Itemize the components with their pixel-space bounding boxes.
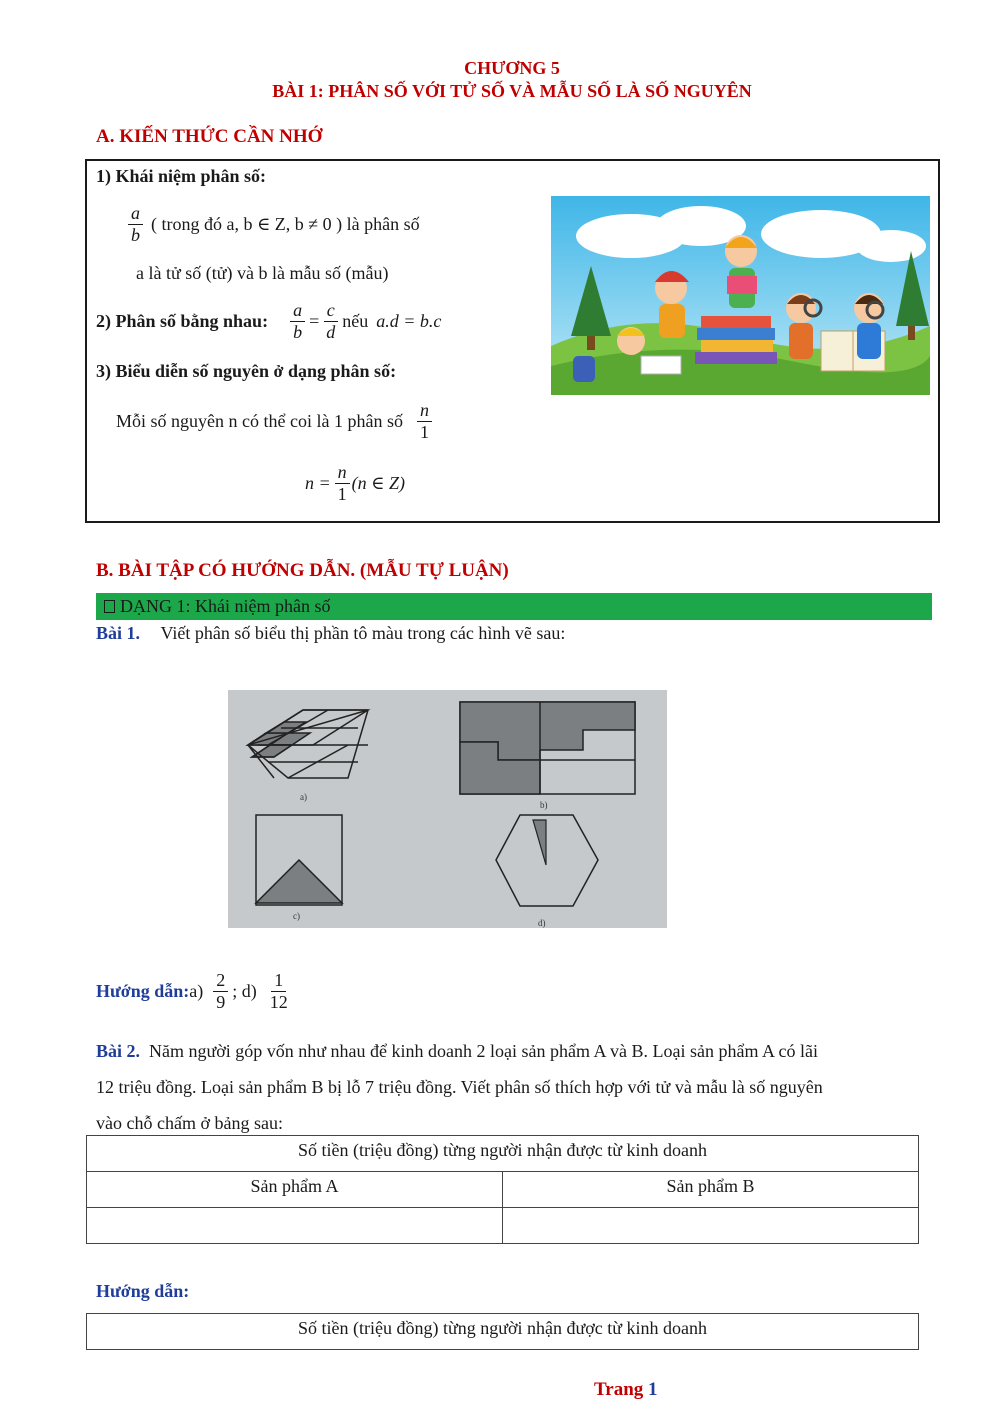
- money-table-col-a: Sản phẩm A: [87, 1172, 503, 1208]
- fraction-n-1: $\frac{n}{1}$: [417, 400, 432, 442]
- fraction-a-b-2: $\frac{a}{b}$: [290, 300, 305, 342]
- answer-table: [86, 1313, 919, 1350]
- guide-2-label: Hướng dẫn:: [96, 1281, 190, 1301]
- integer-fraction-formula: n = $\frac{n}{1}$ (n ∈ Z): [305, 462, 405, 504]
- answer-fraction-d: $\frac{1}{12}$: [269, 970, 288, 1012]
- shapes-photo: [228, 690, 667, 928]
- money-table-header: Số tiền (triệu đồng) từng người nhận được từ kinh doanh: [87, 1136, 919, 1172]
- guide-1: Hướng dẫn: a) $\frac{2}{9}$ ; d) $\frac{1}{12}$: [96, 970, 291, 1012]
- integer-fraction-heading: 3) Biểu diễn số nguyên ở dạng phân số:: [96, 361, 397, 381]
- topic-bar: DẠNG 1: Khái niệm phân số: [96, 593, 932, 620]
- money-table-cell-a[interactable]: [87, 1208, 503, 1244]
- money-table-col-b: Sản phẩm B: [503, 1172, 919, 1208]
- exercise-2: Bài 2. Năm người góp vốn như nhau để kinh doanh 2 loại sản phẩm A và B. Loại sản phẩm A có lãi 12 triệu đồng. Loại sản phẩm B bị lỗ 7 triệu đồng. Viết phân số thích hợp với tử và mẫu là số nguyên vào chỗ chấm ở bảng sau:: [96, 1041, 823, 1133]
- section-a-title: A. KIẾN THỨC CẦN NHỚ: [96, 126, 323, 147]
- fraction-a-b: $\frac{a}{b}$: [128, 203, 143, 245]
- concept-definition: $\frac{a}{b}$ ( trong đó a, b ∈ Z, b ≠ 0 ) là phân số: [128, 203, 420, 245]
- checkbox-icon: [104, 600, 115, 613]
- exercise-1: Bài 1. Viết phân số biểu thị phần tô màu trong các hình vẽ sau:: [96, 623, 566, 643]
- money-table: [86, 1135, 919, 1244]
- answer-fraction-a: $\frac{2}{9}$: [213, 970, 228, 1012]
- equal-fractions-heading: 2) Phân số bằng nhau:: [96, 310, 269, 331]
- page-number: Trang 1: [594, 1379, 658, 1400]
- money-table-cell-b[interactable]: [503, 1208, 919, 1244]
- chapter-title: CHƯƠNG 5: [464, 58, 560, 78]
- concept-heading: 1) Khái niệm phân số:: [96, 166, 267, 186]
- kids-reading-illustration: [551, 196, 930, 395]
- concept-description: a là tử số (tử) và b là mẫu số (mẫu): [136, 263, 389, 283]
- photo-label-a: a): [300, 792, 307, 802]
- integer-fraction-text: Mỗi số nguyên n có thể coi là 1 phân số $\frac{n}{1}$: [116, 400, 432, 442]
- lesson-title: BÀI 1: PHÂN SỐ VỚI TỬ SỐ VÀ MẪU SỐ LÀ SỐ NGUYÊN: [272, 81, 752, 101]
- photo-label-b: b): [540, 800, 548, 810]
- fraction-c-d: $\frac{c}{d}$: [323, 300, 338, 342]
- section-b-title: B. BÀI TẬP CÓ HƯỚNG DẪN. (MẪU TỰ LUẬN): [96, 560, 509, 581]
- answer-table-header: Số tiền (triệu đồng) từng người nhận được từ kinh doanh: [87, 1314, 919, 1350]
- photo-label-d: d): [538, 918, 546, 928]
- fraction-n-over-1: $\frac{n}{1}$: [335, 462, 350, 504]
- photo-label-c: c): [293, 911, 300, 921]
- equal-fractions: 2) Phân số bằng nhau: $\frac{a}{b}$ = $\frac{c}{d}$ nếu a.d = b.c: [96, 300, 442, 342]
